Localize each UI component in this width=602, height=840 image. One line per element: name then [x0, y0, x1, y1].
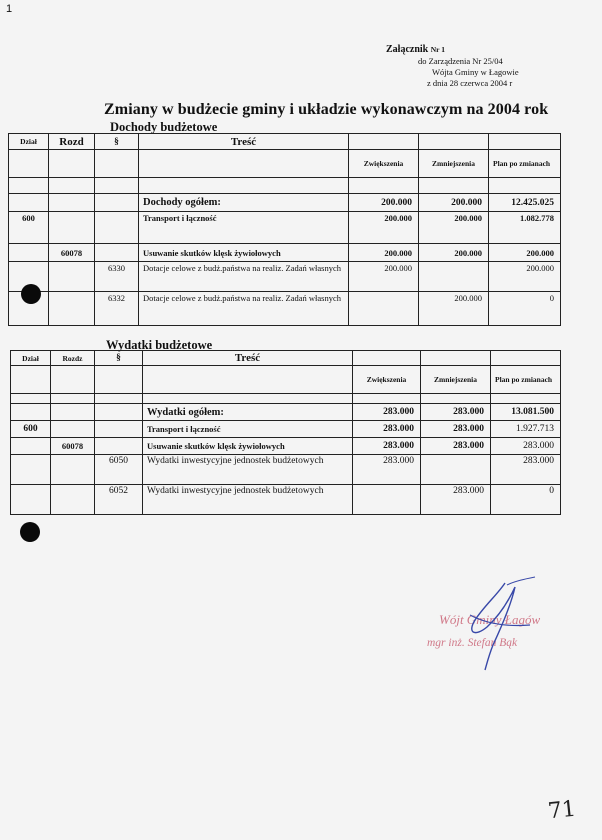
total-increase: 200.000 [349, 194, 419, 212]
expenses-total-row [11, 404, 561, 421]
attachment-line-1: do Zarządzenia Nr 25/04 [418, 56, 503, 66]
signature-scribble [445, 575, 555, 675]
item-plan: 283.000 [491, 455, 561, 485]
income-section-title: Dochody budżetowe [110, 120, 218, 134]
header-paragraph: § [95, 134, 139, 150]
total-label: Dochody ogółem: [139, 194, 349, 212]
signature-stamp [425, 575, 565, 675]
punch-hole-mark [20, 522, 40, 542]
header-decrease: Zmniejszenia [421, 366, 491, 394]
item-par: 6052 [95, 485, 143, 515]
header-paragraph: § [95, 351, 143, 366]
header-dzial: Dział [9, 134, 49, 150]
item-par: 6330 [95, 262, 139, 292]
header-decrease: Zmniejszenia [419, 150, 489, 178]
income-rozdz-row [9, 244, 561, 262]
rozdz-decrease: 283.000 [421, 438, 491, 455]
rozdz-decrease: 200.000 [419, 244, 489, 262]
total-decrease: 200.000 [419, 194, 489, 212]
rozdz-increase: 200.000 [349, 244, 419, 262]
header-plan: Plan po zmianach [491, 366, 561, 394]
item-par: 6332 [95, 292, 139, 326]
stamp-line-1: Wójt Gminy Łagów [439, 612, 541, 627]
table-row [9, 292, 561, 326]
expenses-rozdz-row [11, 438, 561, 455]
punch-hole-mark [21, 284, 41, 304]
rozdz-increase: 283.000 [353, 438, 421, 455]
dzial-increase: 200.000 [349, 212, 419, 244]
item-decrease: 200.000 [419, 292, 489, 326]
income-dzial-row [9, 212, 561, 244]
item-label: Dotacje celowe z budż.państwa na realiz. Zadań własnych [139, 262, 349, 292]
dzial-plan: 1.927.713 [491, 421, 561, 438]
dzial-label: Transport i łączność [143, 421, 353, 438]
dzial-code: 600 [9, 212, 49, 244]
dzial-decrease: 200.000 [419, 212, 489, 244]
item-plan: 200.000 [489, 262, 561, 292]
item-plan: 0 [491, 485, 561, 515]
dzial-label: Transport i łączność [139, 212, 349, 244]
item-increase [353, 485, 421, 515]
attachment-line-3: z dnia 28 czerwca 2004 r [427, 78, 513, 88]
header-tresc: Treść [143, 351, 353, 366]
expenses-dzial-row [11, 421, 561, 438]
table-row [11, 485, 561, 515]
header-rozdz: Rozd [49, 134, 95, 150]
stamp-line-2: mgr inż. Stefan Bąk [427, 637, 518, 649]
item-increase [349, 292, 419, 326]
table-row [9, 262, 561, 292]
item-decrease [421, 455, 491, 485]
document-title: Zmiany w budżecie gminy i układzie wykonawczym na 2004 rok [104, 101, 549, 118]
rozdz-plan: 283.000 [491, 438, 561, 455]
attachment-number: Nr 1 [430, 45, 445, 54]
attachment-line-2: Wójta Gminy w Łagowie [432, 67, 519, 77]
dzial-increase: 283.000 [353, 421, 421, 438]
page-number: 1 [6, 3, 13, 15]
total-decrease: 283.000 [421, 404, 491, 421]
header-tresc: Treść [139, 134, 349, 150]
item-plan: 0 [489, 292, 561, 326]
total-plan: 12.425.025 [489, 194, 561, 212]
total-increase: 283.000 [353, 404, 421, 421]
attachment-title [386, 44, 445, 55]
item-increase: 200.000 [349, 262, 419, 292]
total-plan: 13.081.500 [491, 404, 561, 421]
header-plan: Plan po zmianach [489, 150, 561, 178]
rozdz-label: Usuwanie skutków klęsk żywiołowych [143, 438, 353, 455]
total-label: Wydatki ogółem: [143, 404, 353, 421]
dzial-plan: 1.082.778 [489, 212, 561, 244]
table-row [11, 455, 561, 485]
item-decrease [419, 262, 489, 292]
header-increase: Zwiększenia [353, 366, 421, 394]
rozdz-label: Usuwanie skutków klęsk żywiołowych [139, 244, 349, 262]
dzial-decrease: 283.000 [421, 421, 491, 438]
item-label: Wydatki inwestycyjne jednostek budżetowych [143, 485, 353, 515]
item-decrease: 283.000 [421, 485, 491, 515]
item-label: Dotacje celowe z budż.państwa na realiz. Zadań własnych [139, 292, 349, 326]
rozdz-plan: 200.000 [489, 244, 561, 262]
item-increase: 283.000 [353, 455, 421, 485]
item-par: 6050 [95, 455, 143, 485]
income-total-row [9, 194, 561, 212]
item-label: Wydatki inwestycyjne jednostek budżetowych [143, 455, 353, 485]
income-table [8, 133, 561, 326]
header-dzial: Dział [11, 351, 51, 366]
rozdz-code: 60078 [51, 438, 95, 455]
expenses-section-title: Wydatki budżetowe [106, 338, 213, 352]
expenses-table [10, 350, 561, 515]
header-increase: Zwiększenia [349, 150, 419, 178]
header-rozdz: Rozdz [51, 351, 95, 366]
handwritten-number: 71 [546, 796, 578, 825]
dzial-code: 600 [11, 421, 51, 438]
rozdz-code: 60078 [49, 244, 95, 262]
attachment-label: Załącznik [386, 44, 429, 55]
